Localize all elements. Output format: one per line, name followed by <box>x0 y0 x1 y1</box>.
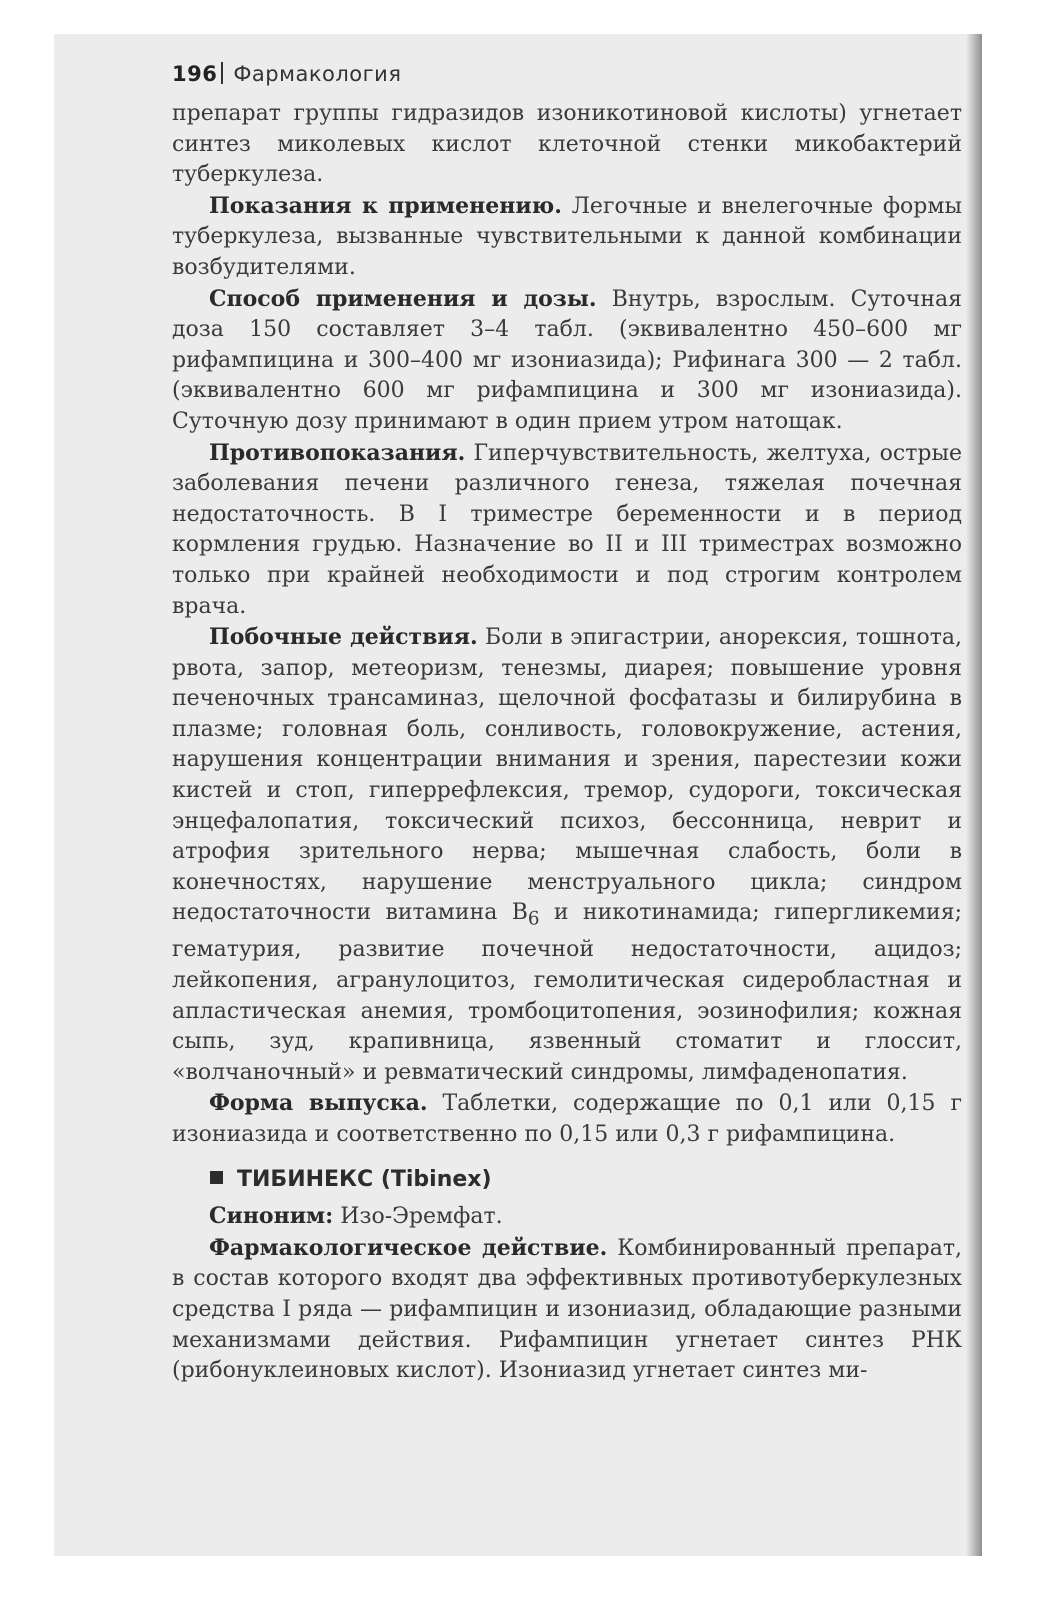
paragraph-text: Легочные и внелегочные формы туберкулеза, вызванные чувствительными к данной комбинации возбудителями. <box>172 193 962 280</box>
paragraph-text: Внутрь, взрослым. Суточная доза 150 составляет 3–4 табл. (эквивалентно 450–600 мг рифампицина и 300–400 мг изониазида); Рифинага 300 — 2 табл. (эквивалентно 600 мг рифампицина и 300 мг изониазида). Суточную дозу принимают в один прием утром натощак. <box>172 286 962 434</box>
paragraph-contraindications <box>172 438 962 623</box>
book-page <box>54 34 982 1556</box>
paragraph-text: и никотинамида; гипергликемия; гематурия, развитие почечной недостаточности, ацидоз; лейкопения, агранулоцитоз, гемолитическая сидеробластная и апластическая анемия, тромбоцитопения, эозинофилия; кожная сыпь, зуд, крапивница, язвенный стоматит и глоссит, «волчаночный» и ревматический синдромы, лимфаденопатия. <box>172 900 962 1085</box>
page-body <box>172 99 962 1387</box>
paragraph-indications <box>172 191 962 284</box>
drug-heading <box>172 1165 962 1196</box>
page-number: 196 <box>172 62 218 86</box>
drug-title: ТИБИНЕКС (Tibinex) <box>237 1166 492 1192</box>
paragraph-text: Изо-Эремфат. <box>333 1204 503 1230</box>
square-bullet-icon <box>210 1171 223 1184</box>
paragraph-text: Боли в эпигастрии, анорексия, тошнота, рвота, запор, метеоризм, тенезмы, диарея; повышение уровня печеночных трансаминаз, щелочной фосфатазы и билирубина в плазме; головная боль, сонливость, головокружение, астения, нарушения концентрации внимания и зрения, парестезии кожи кистей и стоп, гиперрефлексия, тремор, судороги, токсическая энцефалопатия, токсический психоз, бессонница, неврит и атрофия зрительного нерва; мышечная слабость, боли в конечностях, нарушение менструального цикла; синдром недостаточности витамина В <box>172 625 962 926</box>
paragraph-label: Фармакологическое действие. <box>209 1234 608 1261</box>
section-title: Фармакология <box>233 62 402 86</box>
paragraph-label: Форма выпуска. <box>209 1090 428 1117</box>
paragraph-side-effects <box>172 622 962 1088</box>
paragraph-release-form <box>172 1088 962 1150</box>
paragraph-dosage <box>172 284 962 438</box>
paragraph-label: Показания к применению. <box>209 192 562 219</box>
paragraph-label: Побочные действия. <box>209 624 478 651</box>
paragraph-synonym <box>172 1201 962 1233</box>
paragraph-continuation <box>172 99 962 191</box>
paragraph-label: Синоним: <box>209 1203 334 1230</box>
header-divider <box>221 62 223 84</box>
paragraph-label: Противопоказания. <box>209 439 466 466</box>
paragraph-text: Гиперчувствительность, желтуха, острые заболевания печени различного генеза, тяжелая почечная недостаточность. В I триместре беременности и в период кормления грудью. Назначение во II и III триместрах возможно только при крайней необходимости и под строгим контролем врача. <box>172 440 962 619</box>
paragraph-text: Таблетки, содержащие по 0,1 или 0,15 г изониазида и соответственно по 0,15 или 0,3 г рифампицина. <box>172 1091 962 1147</box>
paragraph-label: Способ применения и дозы. <box>209 285 597 312</box>
paragraph-pharmacology <box>172 1233 962 1387</box>
running-head <box>172 62 401 86</box>
paragraph-text: Комбинированный препарат, в состав которого входят два эффективных противотуберкулезных средства I ряда — рифампицин и изониазид, обладающие разными механизмами действия. Рифампицин угнетает синтез РНК (рибонуклеиновых кислот). Изониазид угнетает синтез ми- <box>172 1235 963 1384</box>
subscript: 6 <box>527 908 540 930</box>
page-edge-shadow <box>966 34 982 1556</box>
paragraph-text: препарат группы гидразидов изоникотиновой кислоты) угнетает синтез миколевых кислот клеточной стенки микобактерий туберкулеза. <box>172 101 962 188</box>
